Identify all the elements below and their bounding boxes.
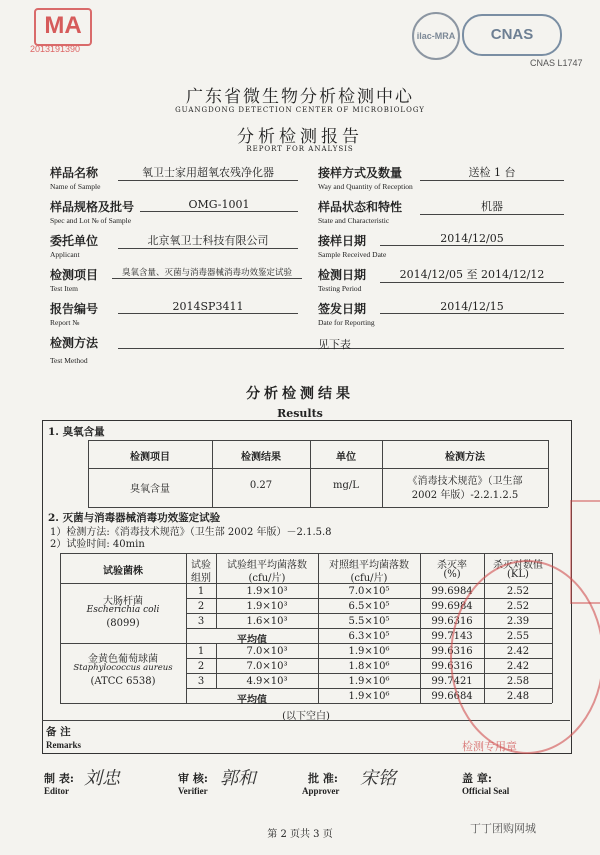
t1-header-result: 检测结果 bbox=[241, 452, 281, 463]
ma-number: 2013191390 bbox=[30, 44, 81, 54]
applicant-label-en: Applicant bbox=[50, 250, 80, 259]
ilac-logo: ilac-MRA bbox=[412, 12, 460, 60]
t1-header-item: 检测项目 bbox=[130, 452, 170, 463]
t2-header-group-1: 试验 bbox=[191, 560, 211, 571]
issue-value: 2014/12/15 bbox=[380, 300, 564, 314]
staph-latin: Staphylococcus aureus bbox=[73, 663, 173, 673]
t1-method-2: 2002 年版）-2.2.1.2.5 bbox=[411, 490, 519, 501]
method-label-en: Test Method bbox=[50, 356, 88, 365]
t2-header-test-1: 试验组平均菌落数 bbox=[227, 560, 307, 571]
t2-header-log-1: 杀灭对数值 bbox=[493, 560, 543, 571]
period-label: 检测日期 bbox=[318, 268, 367, 282]
state-label: 样品状态和特性 bbox=[318, 200, 403, 214]
ma-logo: MA bbox=[34, 8, 92, 46]
approver-label-en: Approver bbox=[302, 786, 340, 796]
t1-result: 0.27 bbox=[249, 480, 273, 491]
section2-method: 1）检测方法:《消毒技术规范》（卫生部 2002 年版）－2.1.5.8 bbox=[50, 527, 332, 538]
stamp-text: 检测专用章 bbox=[462, 740, 517, 753]
issue-label-en: Date for Reporting bbox=[318, 318, 375, 327]
verifier-label-en: Verifier bbox=[178, 786, 208, 796]
side-stamp bbox=[570, 500, 600, 604]
received-label: 接样日期 bbox=[318, 234, 367, 248]
remarks-label: 备 注 bbox=[46, 726, 71, 738]
ecoli-code: (8099) bbox=[106, 618, 140, 629]
section2-title: 2. 灭菌与消毒器械消毒功效鉴定试验 bbox=[48, 512, 221, 524]
t2-header-log-2: (KL) bbox=[507, 569, 529, 580]
org-title-cn: 广东省微生物分析检测中心 bbox=[186, 87, 414, 107]
sample-name-value: 氧卫士家用超氧农残净化器 bbox=[118, 164, 298, 181]
method-value: 见下表 bbox=[318, 338, 351, 351]
received-label-en: Sample Received Date bbox=[318, 250, 387, 259]
sample-name-label-en: Name of Sample bbox=[50, 182, 101, 191]
t1-unit: mg/L bbox=[333, 480, 359, 491]
t2-header-control-2: (cfu/片) bbox=[350, 573, 388, 584]
org-title-en: GUANGDONG DETECTION CENTER OF MICROBIOLOGY bbox=[175, 106, 425, 114]
staph-name: 金黄色葡萄球菌 bbox=[88, 654, 158, 665]
section1-title: 1. 臭氧含量 bbox=[48, 426, 105, 438]
state-value: 机器 bbox=[420, 198, 564, 215]
t2-header-test-2: (cfu/片) bbox=[248, 573, 286, 584]
period-label-en: Testing Period bbox=[318, 284, 362, 293]
editor-signature: 刘忠 bbox=[84, 768, 120, 789]
method-label: 检测方法 bbox=[50, 336, 99, 350]
watermark-brand: 丁丁团购网城 bbox=[470, 823, 536, 835]
period-value: 2014/12/05 至 2014/12/12 bbox=[380, 266, 564, 283]
report-no-label: 报告编号 bbox=[50, 302, 99, 316]
staph-code: (ATCC 6538) bbox=[90, 676, 156, 687]
t1-header-method: 检测方法 bbox=[445, 452, 485, 463]
t2-header-control-1: 对照组平均菌落数 bbox=[329, 560, 409, 571]
cnas-logo: CNAS bbox=[462, 14, 562, 56]
issue-label: 签发日期 bbox=[318, 302, 367, 316]
seal-label: 盖 章: bbox=[462, 772, 492, 785]
test-item-label: 检测项目 bbox=[50, 268, 99, 282]
t2-header-strain: 试验菌株 bbox=[103, 566, 143, 577]
editor-label: 制 表: bbox=[44, 772, 74, 785]
receipt-label-en: Way and Quantity of Reception bbox=[318, 182, 413, 191]
test-item-value: 臭氧含量、灭菌与消毒器械消毒功效鉴定试验 bbox=[112, 266, 302, 279]
remarks-label-en: Remarks bbox=[46, 740, 81, 750]
ecoli-latin: Escherichia coli bbox=[86, 605, 160, 615]
t1-item: 臭氧含量 bbox=[130, 484, 170, 495]
spec-label: 样品规格及批号 bbox=[50, 200, 135, 214]
received-value: 2014/12/05 bbox=[380, 232, 564, 246]
t2-header-group-2: 组别 bbox=[191, 573, 211, 584]
approver-signature: 宋铭 bbox=[360, 768, 396, 789]
state-label-en: State and Characteristic bbox=[318, 216, 390, 225]
section2-time: 2）试验时间: 40min bbox=[50, 539, 145, 550]
verifier-label: 审 核: bbox=[178, 772, 208, 785]
t2-header-kill-1: 杀灭率 bbox=[437, 560, 467, 571]
approver-label: 批 准: bbox=[308, 772, 338, 785]
blank-below: (以下空白) bbox=[282, 711, 330, 722]
receipt-value: 送检 1 台 bbox=[420, 164, 564, 181]
report-title-en: REPORT FOR ANALYSIS bbox=[246, 145, 354, 153]
spec-label-en: Spec and Lot № of Sample bbox=[50, 216, 132, 225]
verifier-signature: 郭和 bbox=[220, 768, 256, 789]
seal-label-en: Official Seal bbox=[462, 786, 510, 796]
t2-header-kill-2: (%) bbox=[443, 569, 461, 580]
applicant-label: 委托单位 bbox=[50, 234, 99, 248]
page-number: 第 2 页共 3 页 bbox=[267, 829, 333, 840]
t1-header-unit: 单位 bbox=[336, 452, 356, 463]
t1-method-1: 《消毒技术规范》（卫生部 bbox=[407, 476, 523, 487]
report-no-label-en: Report № bbox=[50, 318, 80, 327]
test-item-label-en: Test Item bbox=[50, 284, 79, 293]
results-title-en: Results bbox=[277, 407, 323, 420]
results-title-cn: 分析检测结果 bbox=[246, 386, 354, 402]
spec-value: OMG-1001 bbox=[140, 198, 298, 212]
sample-name-label: 样品名称 bbox=[50, 166, 99, 180]
report-no-value: 2014SP3411 bbox=[118, 300, 298, 314]
ecoli-name: 大肠杆菌 bbox=[103, 596, 143, 607]
applicant-value: 北京氧卫士科技有限公司 bbox=[118, 232, 298, 249]
report-title-cn: 分析检测报告 bbox=[237, 127, 363, 147]
editor-label-en: Editor bbox=[44, 786, 70, 796]
cnas-number: CNAS L1747 bbox=[530, 58, 583, 68]
receipt-label: 接样方式及数量 bbox=[318, 166, 403, 180]
